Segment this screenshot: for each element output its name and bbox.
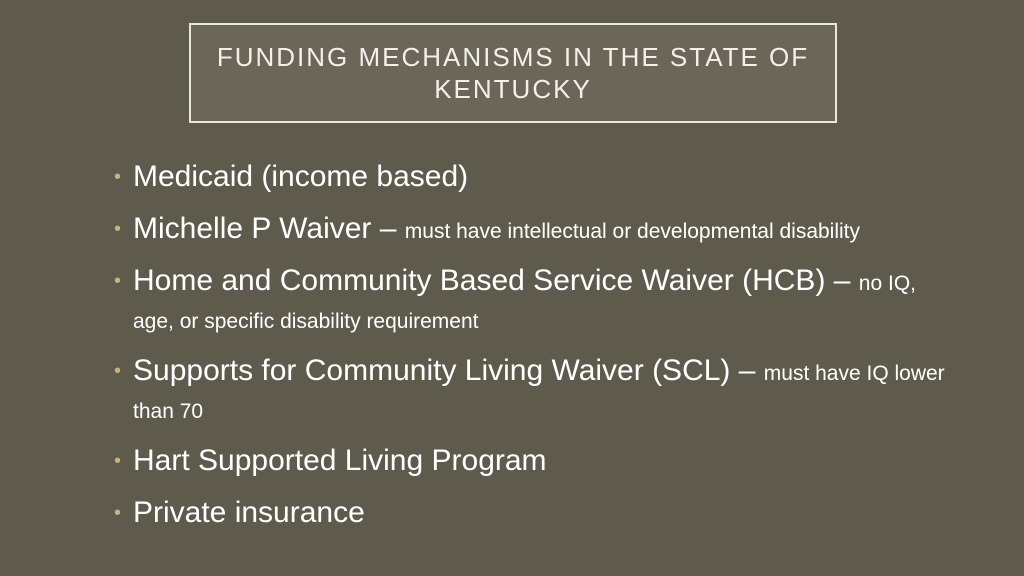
bullet-main-text: Home and Community Based Service Waiver (HCB) – — [133, 264, 859, 297]
bullet-marker-icon: • — [114, 270, 122, 292]
bullet-marker-icon: • — [114, 450, 122, 472]
bullet-main-text: Supports for Community Living Waiver (SCL) – — [133, 354, 764, 387]
bullet-sub-text: no IQ, age, or specific disability requirement — [133, 272, 916, 333]
bullet-list — [112, 158, 952, 546]
bullet-marker-icon: • — [114, 218, 122, 240]
bullet-main-text: Michelle P Waiver – — [133, 212, 405, 245]
bullet-item-private-insurance — [112, 494, 952, 532]
bullet-item-hcb-waiver — [112, 262, 952, 338]
title-box — [189, 23, 837, 123]
bullet-item-medicaid — [112, 158, 952, 196]
slide-title: FUNDING MECHANISMS IN THE STATE OF KENTUCKY — [216, 42, 810, 104]
bullet-sub-text: must have IQ lower than 70 — [133, 362, 945, 423]
bullet-marker-icon: • — [114, 166, 122, 188]
bullet-item-michelle-p-waiver — [112, 210, 952, 248]
bullet-main-text: Medicaid (income based) — [133, 160, 469, 193]
bullet-item-hart-supported-living — [112, 442, 952, 480]
bullet-marker-icon: • — [114, 502, 122, 524]
bullet-main-text: Hart Supported Living Program — [133, 444, 547, 477]
bullet-marker-icon: • — [114, 360, 122, 382]
bullet-sub-text: must have intellectual or developmental disability — [404, 220, 861, 243]
bullet-main-text: Private insurance — [133, 496, 365, 529]
bullet-item-scl-waiver — [112, 352, 952, 428]
